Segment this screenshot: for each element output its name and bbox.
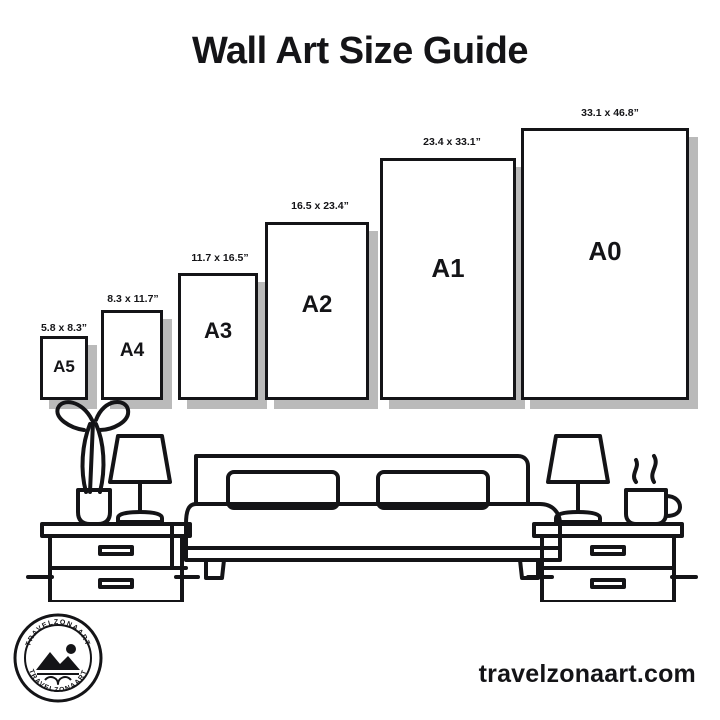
frame-name-a5: A5 (53, 357, 75, 376)
logo-arc-bottom-text: TRAVELZONAART (27, 668, 89, 695)
frame-name-a3: A3 (203, 318, 233, 343)
left-table-lamp (110, 436, 170, 522)
frame-name-a4: A4 (119, 340, 145, 361)
right-table-lamp (548, 436, 608, 522)
frame-dimensions-a3: 11.7 x 16.5” (191, 252, 249, 264)
frame-a1 (380, 158, 516, 400)
frame-dimensions-a1: 23.4 x 33.1” (423, 136, 481, 148)
frame-name-a1: A1 (431, 253, 465, 283)
frame-a0 (521, 128, 689, 400)
frame-group-a0 (512, 107, 708, 400)
vase (78, 490, 110, 524)
website-url[interactable]: travelzonaart.com (478, 660, 696, 688)
frame-dimensions-a5: 5.8 x 8.3” (40, 322, 88, 334)
frame-name-a2: A2 (301, 291, 333, 318)
frame-dimensions-a2: 16.5 x 23.4” (291, 200, 349, 212)
frame-name-a0: A0 (588, 236, 622, 266)
coffee-cup (626, 456, 680, 524)
page-title: Wall Art Size Guide (191, 30, 529, 72)
frame-dimensions-a0: 33.1 x 46.8” (581, 107, 639, 119)
bed (172, 456, 560, 578)
logo-arc-top-text: TRAVELZONAART (24, 618, 92, 648)
frame-group-a1 (372, 135, 532, 400)
left-nightstand (42, 524, 190, 602)
brand-logo (12, 612, 104, 704)
size-chart (0, 105, 720, 400)
frame-group-a2 (258, 200, 382, 400)
bedroom-illustration (0, 372, 720, 602)
right-nightstand (534, 524, 682, 602)
frame-dimensions-a4: 8.3 x 11.7” (107, 293, 159, 305)
